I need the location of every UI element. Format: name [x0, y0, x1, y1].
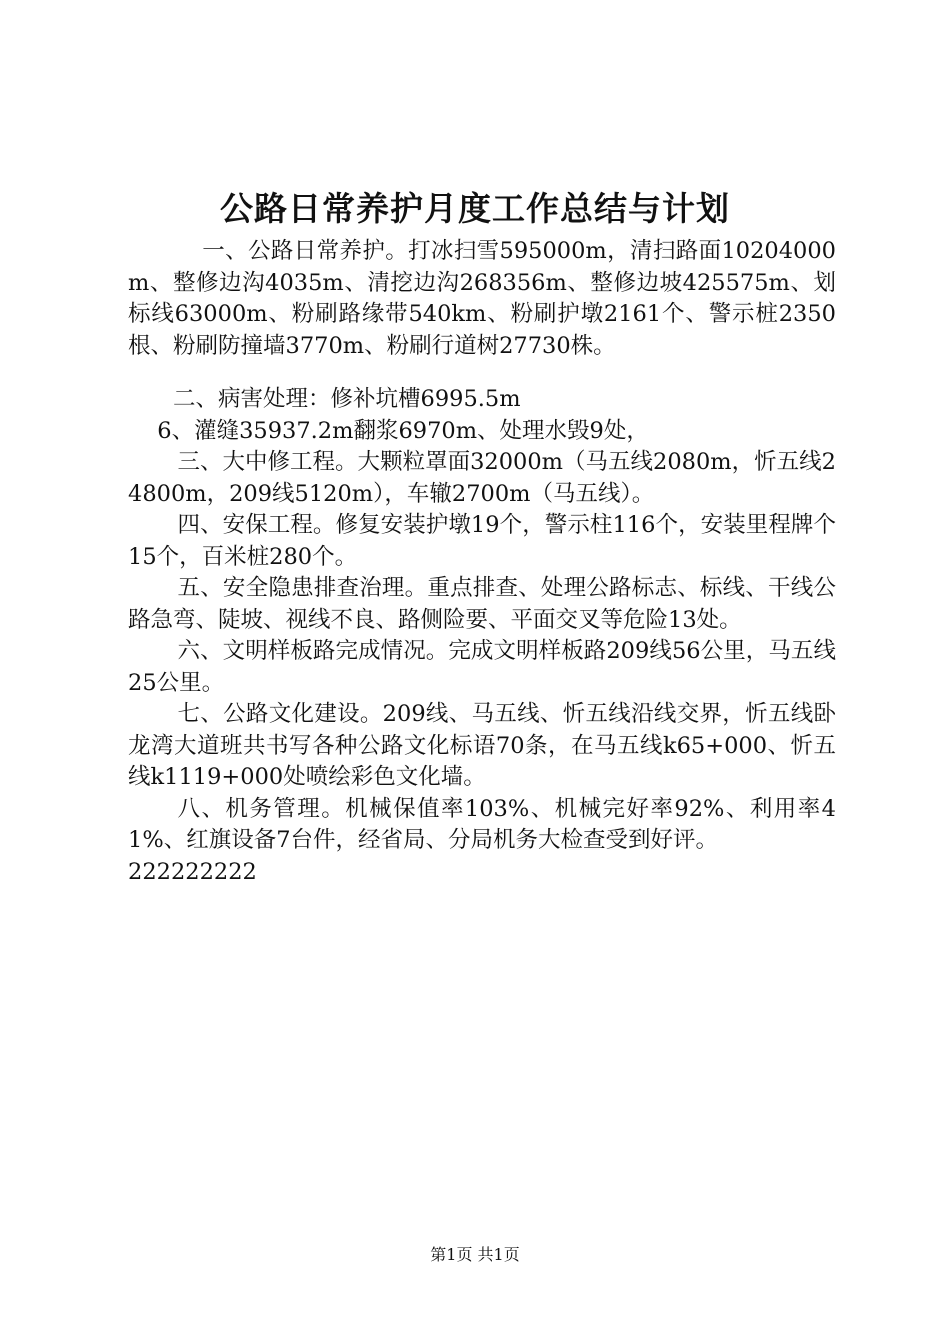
paragraph-routine-maintenance: 一、公路日常养护。打冰扫雪595000m，清扫路面10204000m、整修边沟4035m、清挖边沟268356m、整修边坡425575m、划标线63000m、粉刷路缘带540km、粉刷护墩2161个、警示桩2350根、粉刷防撞墙3770m、粉刷行道树27730株。: [128, 238, 836, 359]
paragraph-hazard-inspection: 五、安全隐患排查治理。重点排查、处理公路标志、标线、干线公路急弯、陡坡、视线不良、路侧险要、平面交叉等危险13处。: [128, 575, 836, 633]
machinery-text: 八、机务管理。机械保值率103%、机械完好率92%、利用率41%、红旗设备7台件，经省局、分局机务大检查受到好评。: [128, 795, 836, 853]
paragraph-machinery-management: [128, 794, 836, 889]
page-footer: 第1页 共1页: [430, 1245, 520, 1264]
paragraph-major-repairs: 三、大中修工程。大颗粒罩面32000m（马五线2080m，忻五线24800m，209线5120m），车辙2700m（马五线）。: [128, 449, 836, 507]
paragraph-road-culture: 七、公路文化建设。209线、马五线、忻五线沿线交界，忻五线卧龙湾大道班共书写各种公路文化标语70条，在马五线k65+000、忻五线k1119+000处喷绘彩色文化墙。: [128, 701, 836, 790]
paragraph-defect-handling: 二、病害处理：修补坑槽6995.5m: [173, 386, 521, 412]
paragraph-safety-works: 四、安保工程。修复安装护墩19个，警示柱116个，安装里程牌个15个，百米桩280个。: [128, 512, 836, 570]
paragraph-model-road: 六、文明样板路完成情况。完成文明样板路209线56公里，马五线25公里。: [128, 638, 836, 696]
trailing-text: 222222222: [128, 858, 257, 885]
document-title: 公路日常养护月度工作总结与计划: [220, 189, 730, 228]
paragraph-crack-sealing: 6、灌缝35937.2m翻浆6970m、处理水毁9处，: [157, 417, 649, 444]
document-body: [128, 236, 836, 888]
